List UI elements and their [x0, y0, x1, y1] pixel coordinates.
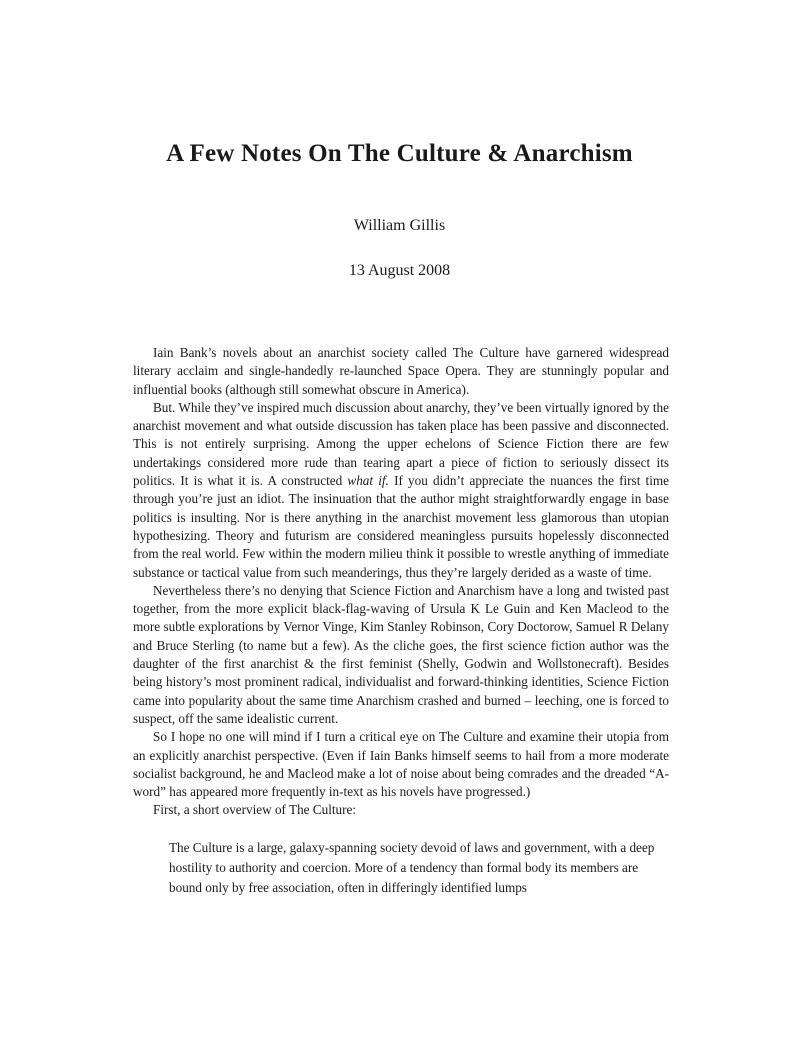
- paragraph-2-text-after: If you didn’t appreciate the nuances the first time through you’re just an idiot. The insinuation that the author might straightforwardly engage in base politics is insulting. Nor is there anything in the anarchist movement less glamorous than utopian hypothesizing. Theory and futurism are considered meaningless pursuits hopelessly disconnected from the real world. Few within the modern milieu think it possible to wrestle anything of immediate substance or tactical value from such meanderings, thus they’re largely derided as a waste of time.: [133, 473, 669, 580]
- blockquote: The Culture is a large, galaxy-spanning society devoid of laws and government, with a deep hostility to authority and coercion. More of a tendency than formal body its members are bound only by free association, often in differingly identified lumps: [169, 839, 655, 895]
- document-title: A Few Notes On The Culture & Anarchism: [166, 140, 633, 167]
- document-body: [133, 344, 669, 898]
- paragraph-2-text-before: But. While they’ve inspired much discussion about anarchy, they’ve been virtually ignored by the anarchist movement and what outside discussion has taken place has been passive and disconnected. This is not entirely surprising. Among the upper echelons of Science Fiction there are few undertakings considered more rude than tearing apart a piece of fiction to seriously dissect its politics. It is what it is. A constructed: [133, 399, 669, 489]
- document-author: William Gillis: [353, 217, 446, 234]
- document-date: 13 August 2008: [348, 262, 451, 279]
- paragraph-4: So I hope no one will mind if I turn a critical eye on The Culture and examine their utopia from an explicitly anarchist perspective. (Even if Iain Banks himself seems to hail from a more moderate socialist background, he and Macleod make a lot of noise about being comrades and the dreaded “A-word” has appeared more frequently in-text as his novels have progressed.): [133, 729, 669, 800]
- paragraph-2: [133, 399, 669, 582]
- paragraph-2-emphasis: what if.: [347, 473, 389, 489]
- paragraph-5: First, a short overview of The Culture:: [153, 802, 357, 818]
- paragraph-3: Nevertheless there’s no denying that Science Fiction and Anarchism have a long and twisted past together, from the more explicit black-flag-waving of Ursula K Le Guin and Ken Macleod to the more subtle explorations by Vernor Vinge, Kim Stanley Robinson, Cory Doctorow, Samuel R Delany and Bruce Sterling (to name but a few). As the cliche goes, the first science fiction author was the daughter of the first anarchist & the first feminist (Shelly, Godwin and Wollstonecraft). Besides being history’s most prominent radical, individualist and forward-thinking identities, Science Fiction came into popularity about the same time Anarchism crashed and burned – leeching, one is forced to suspect, off the same idealistic current.: [133, 582, 669, 726]
- paragraph-1: Iain Bank’s novels about an anarchist society called The Culture have garnered widespread literary acclaim and single-handedly re-launched Space Opera. They are stunningly popular and influential books (although still somewhat obscure in America).: [133, 345, 669, 397]
